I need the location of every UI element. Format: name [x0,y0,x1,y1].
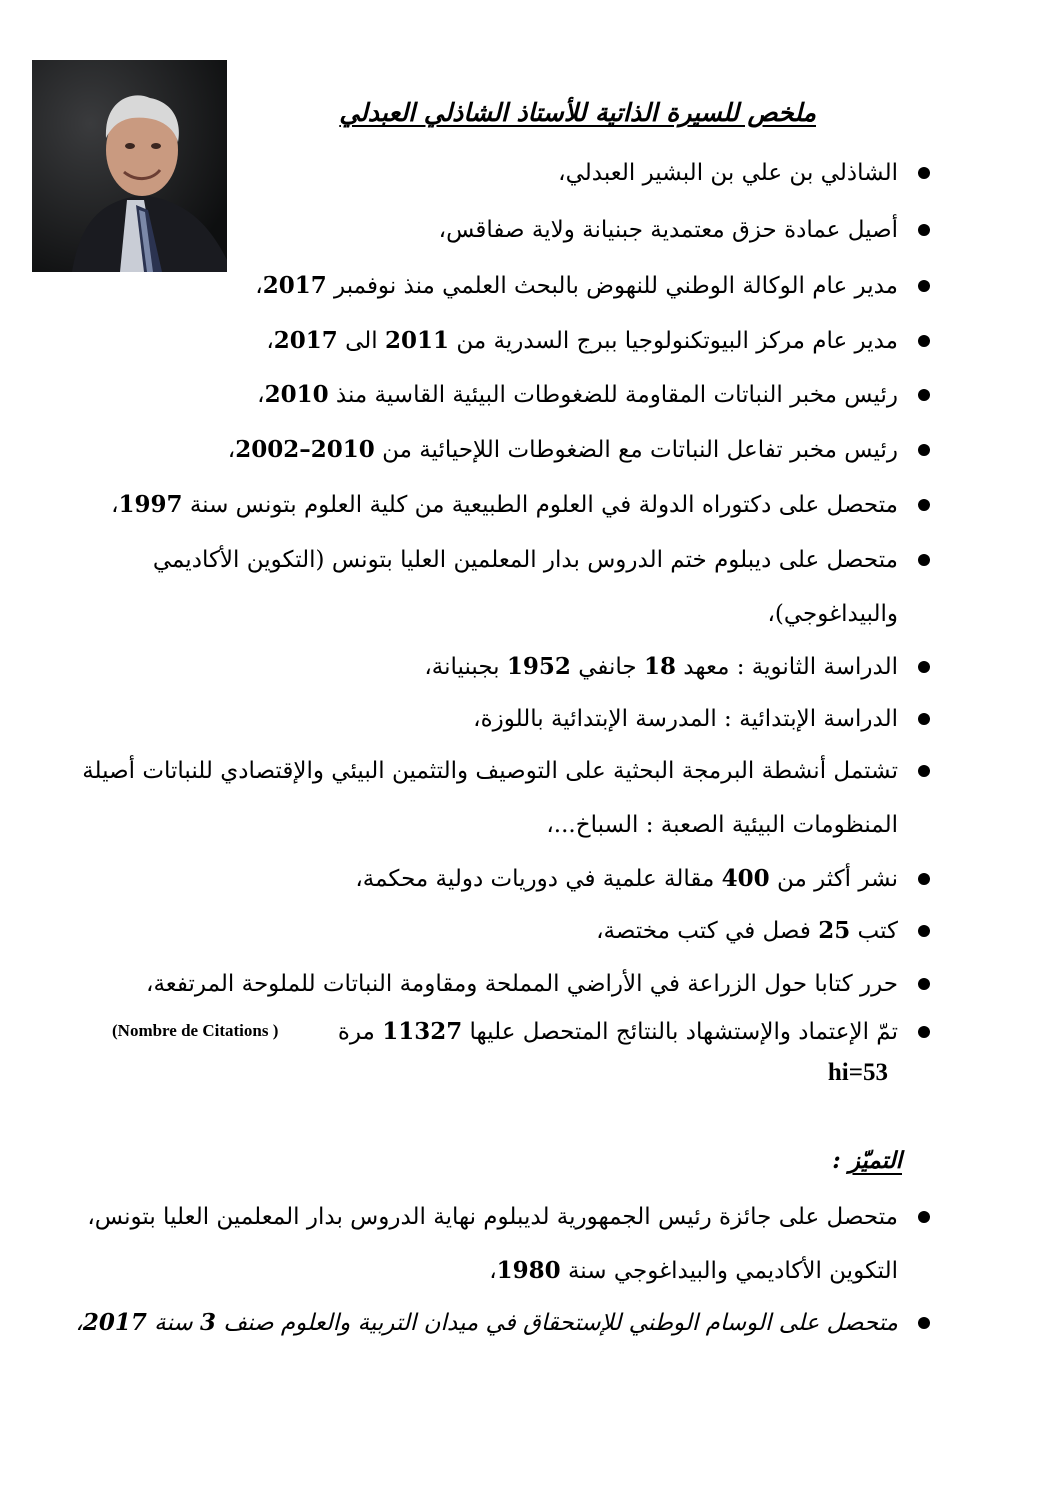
item-text: نشر أكثر من 400 مقالة علمية في دوريات دولية محكمة، [355,865,898,892]
distinction-heading: التميّز : [832,1147,902,1174]
bullet-icon [918,925,930,937]
list-item [100,852,930,906]
list-item [100,259,930,313]
list-item [100,314,930,368]
bullet-icon [918,444,930,456]
bullet-icon [918,335,930,347]
item-text: تشتمل أنشطة البرمجة البحثية على التوصيف والتثمين البيئي والإقتصادي للنباتات أصيلة [82,758,898,784]
item-text: أصيل عمادة حزق معتمدية جبنيانة ولاية صفاقس، [438,217,898,243]
list-item [100,692,930,746]
bullet-icon [918,280,930,292]
list-item [100,957,930,1011]
bullet-icon [918,873,930,885]
list-item [100,533,930,641]
bullet-icon [918,499,930,511]
list-item [100,640,930,694]
bullet-icon [918,1317,930,1329]
list-item [100,423,930,477]
item-text-continued: المنظومات البيئية الصعبة : السباخ...، [546,812,898,838]
bullet-icon [918,661,930,673]
bullet-icon [918,1026,930,1038]
page-title: ملخص للسيرة الذاتية للأستاذ الشاذلي العبدلي [339,98,816,127]
item-text: تمّ الإعتماد والإستشهاد بالنتائج المتحصل عليها 11327 مرة [337,1018,898,1045]
list-item [100,904,930,958]
award-text-continued: التكوين الأكاديمي والبيداغوجي سنة 1980، [489,1257,898,1284]
list-item [100,368,930,422]
list-item [100,478,930,532]
item-text: متحصل على ديبلوم ختم الدروس بدار المعلمين العليا بتونس (التكوين الأكاديمي [152,547,898,573]
citations-label: (Nombre de Citations ) [112,1021,279,1040]
award-item [87,1190,930,1298]
item-text: الدراسة الإبتدائية : المدرسة الإبتدائية باللوزة، [473,706,898,732]
award-text: متحصل على جائزة رئيس الجمهورية لديبلوم نهاية الدروس بدار المعلمين العليا بتونس، [87,1204,898,1230]
item-text: حرر كتابا حول الزراعة في الأراضي المملحة ومقاومة النباتات للملوحة المرتفعة، [146,971,898,997]
list-item [337,1005,930,1059]
item-text: رئيس مخبر تفاعل النباتات مع الضغوطات اللإحيائية من 2002–2010، [227,436,898,463]
bullet-icon [918,765,930,777]
item-text: متحصل على دكتوراه الدولة في العلوم الطبيعية من كلية العلوم بتونس سنة 1997، [111,491,898,518]
list-item [82,744,930,852]
bullet-icon [918,554,930,566]
item-text: كتب 25 فصل في كتب مختصة، [596,917,898,944]
bullet-icon [918,167,930,179]
item-text: الدراسة الثانوية : معهد 18 جانفي 1952 بجبنيانة، [424,653,898,680]
list-item [100,203,930,257]
item-text: الشاذلي بن علي بن البشير العبدلي، [558,160,898,186]
list-item [100,146,930,200]
bullet-icon [918,713,930,725]
award-item [75,1296,930,1350]
item-text: مدير عام الوكالة الوطني للنهوض بالبحث العلمي منذ نوفمبر 2017، [255,272,898,299]
item-text: مدير عام مركز البيوتكنولوجيا ببرج السدرية من 2011 الى 2017، [266,327,898,354]
h-index: hi=53 [827,1059,888,1086]
bullet-icon [918,1211,930,1223]
bullet-icon [918,978,930,990]
bullet-icon [918,389,930,401]
award-text: متحصل على الوسام الوطني للإستحقاق في ميدان التربية والعلوم صنف 3 سنة 2017، [75,1309,898,1336]
item-text: رئيس مخبر النباتات المقاومة للضغوطات البيئية القاسية منذ 2010، [257,381,898,408]
bullet-icon [918,224,930,236]
item-text-continued: والبيداغوجي)، [767,601,898,627]
